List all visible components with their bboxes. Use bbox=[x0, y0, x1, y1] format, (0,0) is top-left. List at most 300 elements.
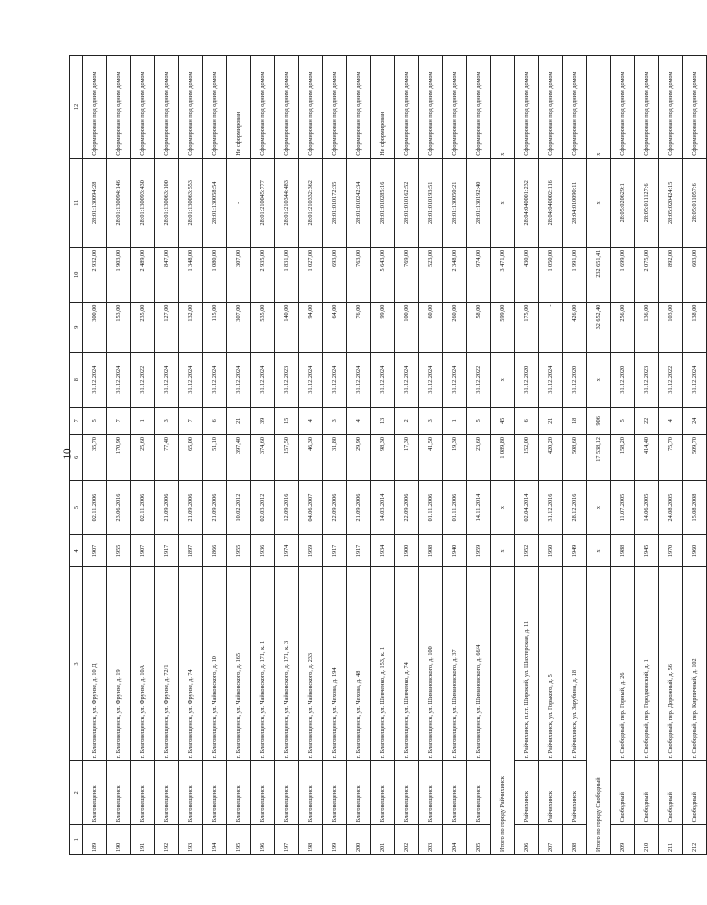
table-cell: x bbox=[587, 352, 611, 407]
table-cell: Сформирован под одним домом bbox=[251, 56, 275, 159]
table-cell: 31.12.2024 bbox=[179, 352, 203, 407]
table-cell: 04.06.2007 bbox=[299, 480, 323, 535]
table-cell: 01.11.2006 bbox=[443, 480, 467, 535]
table-cell: 02.04.2014 bbox=[515, 480, 539, 535]
table-cell: 892,00 bbox=[659, 247, 683, 302]
table-cell: 191 bbox=[131, 825, 155, 855]
table-cell: 21.09.2006 bbox=[155, 480, 179, 535]
table-cell: 2 935,00 bbox=[251, 247, 275, 302]
table-cell: 5 bbox=[611, 407, 635, 434]
table-cell: 374,60 bbox=[251, 435, 275, 481]
table-cell: 603,00 bbox=[683, 247, 707, 302]
table-cell: 208 bbox=[563, 825, 587, 855]
table-cell: Сформирован под одним домом bbox=[683, 56, 707, 159]
table-cell: 31.12.2024 bbox=[83, 352, 107, 407]
table-cell: Благовещенск bbox=[83, 761, 107, 825]
table-cell: 29,90 bbox=[347, 435, 371, 481]
table-cell: 1917 bbox=[347, 535, 371, 567]
table-cell: 1955 bbox=[107, 535, 131, 567]
table-cell: 1950 bbox=[539, 535, 563, 567]
table-cell: г. Свободный, пер. Кирпичный, д. 102 bbox=[683, 567, 707, 761]
table-cell: 28:05:020424:15 bbox=[659, 158, 683, 247]
table-cell: 28:05:011127:6 bbox=[635, 158, 659, 247]
table-cell: 193 bbox=[179, 825, 203, 855]
table-cell: 508,60 bbox=[563, 435, 587, 481]
table-row bbox=[635, 56, 659, 855]
table-cell: 1907 bbox=[131, 535, 155, 567]
table-cell: 138,00 bbox=[683, 302, 707, 352]
table-cell: Райчихинск bbox=[515, 761, 539, 825]
table-cell: 307,00 bbox=[227, 302, 251, 352]
table-cell: 31.12.2024 bbox=[107, 352, 131, 407]
table-row bbox=[659, 56, 683, 855]
table-cell: Сформирован под одним домом bbox=[179, 56, 203, 159]
table-cell: 211 bbox=[659, 825, 683, 855]
table-cell: Благовещенск bbox=[467, 761, 491, 825]
table-cell: 1936 bbox=[251, 535, 275, 567]
table-cell: Благовещенск bbox=[179, 761, 203, 825]
table-row bbox=[227, 56, 251, 855]
table-cell: 35,70 bbox=[83, 435, 107, 481]
table-row bbox=[443, 56, 467, 855]
table-cell: 1949 bbox=[563, 535, 587, 567]
rotated-table-wrapper bbox=[69, 55, 698, 855]
table-cell: 31.12.2024 bbox=[203, 352, 227, 407]
table-cell: г. Благовещенск, ул. Чайковского, д. 233 bbox=[299, 567, 323, 761]
table-cell: 1952 bbox=[515, 535, 539, 567]
table-cell: 199 bbox=[323, 825, 347, 855]
table-cell: 693,00 bbox=[323, 247, 347, 302]
table-cell: 1907 bbox=[83, 535, 107, 567]
table-cell: 31.12.2022 bbox=[467, 352, 491, 407]
table-cell: 1955 bbox=[227, 535, 251, 567]
table-cell: 77,40 bbox=[155, 435, 179, 481]
table-cell: г. Благовещенск, ул. Шевченко, д. 74 bbox=[395, 567, 419, 761]
table-cell: 132,00 bbox=[179, 302, 203, 352]
table-row bbox=[419, 56, 443, 855]
table-cell: г. Благовещенск, ул. Чайковского, д. 10 bbox=[203, 567, 227, 761]
table-cell: 02.03.2012 bbox=[251, 480, 275, 535]
table-cell: 12.09.2016 bbox=[275, 480, 299, 535]
table-cell: 31.12.2024 bbox=[539, 352, 563, 407]
table-cell: 127,00 bbox=[155, 302, 179, 352]
table-cell: Сформирован под одним домом bbox=[635, 56, 659, 159]
table-cell: 22.09.2006 bbox=[395, 480, 419, 535]
table-cell: г. Свободный, пер. Горный, д. 26 bbox=[611, 567, 635, 761]
table-cell: Свободный bbox=[659, 761, 683, 825]
table-cell: 1974 bbox=[275, 535, 299, 567]
table-cell: x bbox=[491, 352, 515, 407]
table-cell: 31.12.2024 bbox=[419, 352, 443, 407]
table-cell: 5 643,00 bbox=[371, 247, 395, 302]
table-cell: 64,00 bbox=[323, 302, 347, 352]
table-row bbox=[203, 56, 227, 855]
table-cell: 28:05:011057:6 bbox=[683, 158, 707, 247]
table-cell: 153,00 bbox=[107, 302, 131, 352]
table-cell: 28:01:130094:146 bbox=[107, 158, 131, 247]
table-cell: 28:01:210344:483 bbox=[275, 158, 299, 247]
table-cell: 28:01:210332:362 bbox=[299, 158, 323, 247]
table-cell: 65,00 bbox=[179, 435, 203, 481]
table-row bbox=[251, 56, 275, 855]
table-cell: 1 903,00 bbox=[107, 247, 131, 302]
table-cell: - bbox=[539, 302, 563, 352]
table-cell: 1 050,00 bbox=[539, 247, 563, 302]
table-cell: 232 651,41 bbox=[587, 247, 611, 302]
table-cell: 1897 bbox=[179, 535, 203, 567]
table-cell: Благовещенск bbox=[299, 761, 323, 825]
table-cell: 523,00 bbox=[419, 247, 443, 302]
table-cell: 45 bbox=[491, 407, 515, 434]
table-cell: Сформирован под одним домом bbox=[563, 56, 587, 159]
table-cell: Сформирован под одним домом bbox=[347, 56, 371, 159]
table-cell: 203 bbox=[419, 825, 443, 855]
table-row bbox=[323, 56, 347, 855]
table-cell: 190 bbox=[107, 825, 131, 855]
table-cell: x bbox=[587, 56, 611, 159]
table-cell: 420,20 bbox=[539, 435, 563, 481]
table-cell: 7 bbox=[107, 407, 131, 434]
column-header: 4 bbox=[70, 535, 83, 567]
table-cell: 10.02.2012 bbox=[227, 480, 251, 535]
table-cell: 31.12.2020 bbox=[515, 352, 539, 407]
table-cell: 5 bbox=[467, 407, 491, 434]
table-cell: Свободный bbox=[635, 761, 659, 825]
table-cell: 1960 bbox=[683, 535, 707, 567]
table-cell: - bbox=[227, 158, 251, 247]
table-cell: г. Благовещенск, ул. Фрунзе, д. 19 bbox=[107, 567, 131, 761]
table-cell: 02.11.2006 bbox=[131, 480, 155, 535]
table-cell: 14.03.2014 bbox=[371, 480, 395, 535]
table-cell: 32 652,40 bbox=[587, 302, 611, 352]
table-cell: 197 bbox=[275, 825, 299, 855]
table-cell: 207 bbox=[539, 825, 563, 855]
table-cell: г. Благовещенск, ул. Чайковского, д. 171, к. 1 bbox=[251, 567, 275, 761]
table-cell: Сформирован под одним домом bbox=[131, 56, 155, 159]
table-cell: Сформирован под одним домом bbox=[395, 56, 419, 159]
table-cell: 2 348,00 bbox=[443, 247, 467, 302]
table-cell: г. Благовещенск, ул. Фрунзе, д. 10А bbox=[131, 567, 155, 761]
table-cell: 170,90 bbox=[107, 435, 131, 481]
table-row bbox=[515, 56, 539, 855]
table-row bbox=[371, 56, 395, 855]
table-cell: 21.09.2006 bbox=[179, 480, 203, 535]
table-cell: 212 bbox=[683, 825, 707, 855]
table-cell: 1 bbox=[443, 407, 467, 434]
table-cell: x bbox=[491, 158, 515, 247]
table-cell: 192 bbox=[155, 825, 179, 855]
table-cell: Свободный bbox=[611, 761, 635, 825]
table-cell: 1988 bbox=[611, 535, 635, 567]
table-cell: 100,00 bbox=[395, 302, 419, 352]
table-cell: 414,40 bbox=[635, 435, 659, 481]
table-cell: 3 471,00 bbox=[491, 247, 515, 302]
table-cell: 21 bbox=[539, 407, 563, 434]
table-cell: 194 bbox=[203, 825, 227, 855]
table-cell: 31,80 bbox=[323, 435, 347, 481]
table-cell: 140,00 bbox=[275, 302, 299, 352]
column-header: 9 bbox=[70, 302, 83, 352]
table-row bbox=[179, 56, 203, 855]
table-cell: 5 bbox=[83, 407, 107, 434]
header-row bbox=[70, 56, 83, 855]
table-cell: 28:01:130093:430 bbox=[131, 158, 155, 247]
table-cell: 2 075,00 bbox=[635, 247, 659, 302]
table-cell: 28.12.2016 bbox=[563, 480, 587, 535]
table-cell: 99,00 bbox=[371, 302, 395, 352]
table-cell: 769,00 bbox=[395, 247, 419, 302]
table-cell: 3 bbox=[155, 407, 179, 434]
column-header: 3 bbox=[70, 567, 83, 761]
table-cell: г. Благовещенск, ул. Чайковского, д. 171, к. 3 bbox=[275, 567, 299, 761]
table-cell: 31.12.2024 bbox=[323, 352, 347, 407]
table-cell: 31.12.2024 bbox=[227, 352, 251, 407]
table-cell: Не сформирован bbox=[227, 56, 251, 159]
table-cell: Благовещенск bbox=[347, 761, 371, 825]
table-cell: Благовещенск bbox=[419, 761, 443, 825]
table-cell: Сформирован под одним домом bbox=[155, 56, 179, 159]
table-cell: Сформирован под одним домом bbox=[419, 56, 443, 159]
table-row bbox=[155, 56, 179, 855]
table-cell: 21 bbox=[227, 407, 251, 434]
table-cell: 1 991,00 bbox=[563, 247, 587, 302]
table-cell: 23.06.2016 bbox=[107, 480, 131, 535]
table-cell: 196 bbox=[251, 825, 275, 855]
table-cell: 535,00 bbox=[251, 302, 275, 352]
table-cell: г. Райчихинск, ул. Зарубина, д. 18 bbox=[563, 567, 587, 761]
table-cell: 1945 bbox=[635, 535, 659, 567]
table-cell: 3 bbox=[419, 407, 443, 434]
table-cell: 28:01:010162:52 bbox=[395, 158, 419, 247]
table-cell: 847,00 bbox=[155, 247, 179, 302]
table-cell: 28:01:010285:16 bbox=[371, 158, 395, 247]
table-cell: 13 bbox=[371, 407, 395, 434]
total-label: Итого по городу Свободный bbox=[587, 567, 611, 855]
table-row bbox=[83, 56, 107, 855]
table-cell: 307,00 bbox=[227, 247, 251, 302]
table-cell: Сформирован под одним домом bbox=[515, 56, 539, 159]
table-cell: 763,00 bbox=[347, 247, 371, 302]
table-cell: 209 bbox=[611, 825, 635, 855]
table-row bbox=[299, 56, 323, 855]
table-cell: г. Райчихинск, п.г.т. Широкий, ул. Шахтерская, д. 11 bbox=[515, 567, 539, 761]
table-cell: Сформирован под одним домом bbox=[107, 56, 131, 159]
table-cell: Райчихинск bbox=[563, 761, 587, 825]
table-cell: 300,00 bbox=[83, 302, 107, 352]
table-cell: 599,00 bbox=[491, 302, 515, 352]
table-cell: 17,30 bbox=[395, 435, 419, 481]
table-cell: 1866 bbox=[203, 535, 227, 567]
table-cell: 28:05:020629:1 bbox=[611, 158, 635, 247]
table-cell: Благовещенск bbox=[131, 761, 155, 825]
table-cell: Сформирован под одним домом bbox=[467, 56, 491, 159]
table-cell: 22.09.2006 bbox=[323, 480, 347, 535]
table-cell: 31.12.2023 bbox=[275, 352, 299, 407]
table-cell: г. Благовещенск, ул. Чехова, д. 194 bbox=[323, 567, 347, 761]
table-cell: 28:01:130050:21 bbox=[443, 158, 467, 247]
table-cell: 28:01:130094:28 bbox=[83, 158, 107, 247]
table-cell: 175,00 bbox=[515, 302, 539, 352]
table-cell: 46,30 bbox=[299, 435, 323, 481]
table-cell: Благовещенск bbox=[227, 761, 251, 825]
table-cell: 115,00 bbox=[203, 302, 227, 352]
table-cell: г. Благовещенск, ул. Шевченко, д. 153, к. 1 bbox=[371, 567, 395, 761]
column-header: 12 bbox=[70, 56, 83, 159]
table-cell: г. Благовещенск, ул. Шимановского, д. 37 bbox=[443, 567, 467, 761]
table-cell: 21.09.2006 bbox=[347, 480, 371, 535]
table-cell: 24 bbox=[683, 407, 707, 434]
table-cell: 31.12.2024 bbox=[299, 352, 323, 407]
table-cell: 31.12.2020 bbox=[611, 352, 635, 407]
table-cell: Благовещенск bbox=[443, 761, 467, 825]
table-cell: г. Благовещенск, ул. Шимановского, д. 100 bbox=[419, 567, 443, 761]
table-cell: 31.12.2024 bbox=[155, 352, 179, 407]
table-cell: 1959 bbox=[299, 535, 323, 567]
table-cell: 201 bbox=[371, 825, 395, 855]
table-cell: Благовещенск bbox=[107, 761, 131, 825]
table-cell: 2 489,00 bbox=[131, 247, 155, 302]
table-cell: 23,60 bbox=[467, 435, 491, 481]
table-cell: г. Свободный, пер. Городковский, д. 1 bbox=[635, 567, 659, 761]
table-cell: 41,50 bbox=[419, 435, 443, 481]
table-cell: 02.11.2006 bbox=[83, 480, 107, 535]
table-cell: 1 bbox=[131, 407, 155, 434]
table-cell: 39 bbox=[251, 407, 275, 434]
table-cell: 94,00 bbox=[299, 302, 323, 352]
table-cell: 430,00 bbox=[515, 247, 539, 302]
table-cell: 3 bbox=[323, 407, 347, 434]
table-cell: 202 bbox=[395, 825, 419, 855]
table-row bbox=[611, 56, 635, 855]
table-cell: Сформирован под одним домом bbox=[659, 56, 683, 159]
column-header: 10 bbox=[70, 247, 83, 302]
table-cell: 28:04:010090:11 bbox=[563, 158, 587, 247]
total-row bbox=[491, 56, 515, 855]
table-cell: 1908 bbox=[419, 535, 443, 567]
table-cell: 28:01:210045:777 bbox=[251, 158, 275, 247]
table-cell: Сформирован под одним домом bbox=[539, 56, 563, 159]
table-cell: x bbox=[587, 480, 611, 535]
table-cell: 28:01:010242:34 bbox=[347, 158, 371, 247]
table-cell: 1 831,00 bbox=[275, 247, 299, 302]
column-header: 6 bbox=[70, 435, 83, 481]
table-cell: 4 bbox=[347, 407, 371, 434]
table-cell: Благовещенск bbox=[275, 761, 299, 825]
table-cell: 2 932,00 bbox=[83, 247, 107, 302]
table-cell: г. Свободный, пер. Дорожный, д. 56 bbox=[659, 567, 683, 761]
table-cell: 31.12.2024 bbox=[251, 352, 275, 407]
table-cell: 157,50 bbox=[275, 435, 299, 481]
table-cell: 136,00 bbox=[635, 302, 659, 352]
table-cell: 28:01:130058:54 bbox=[203, 158, 227, 247]
table-cell: 1970 bbox=[659, 535, 683, 567]
table-cell: 24.08.2005 bbox=[659, 480, 683, 535]
table-row bbox=[347, 56, 371, 855]
table-cell: 31.12.2024 bbox=[371, 352, 395, 407]
table-cell: 189 bbox=[83, 825, 107, 855]
column-header: 7 bbox=[70, 407, 83, 434]
table-cell: 31.12.2023 bbox=[635, 352, 659, 407]
table-cell: 51,10 bbox=[203, 435, 227, 481]
table-cell: 205 bbox=[467, 825, 491, 855]
table-cell: 31.12.2020 bbox=[563, 352, 587, 407]
table-cell: x bbox=[491, 56, 515, 159]
table-cell: Сформирован под одним домом bbox=[611, 56, 635, 159]
column-header: 1 bbox=[70, 825, 83, 855]
table-cell: 256,00 bbox=[611, 302, 635, 352]
table-cell: 98,30 bbox=[371, 435, 395, 481]
table-cell: 58,00 bbox=[467, 302, 491, 352]
table-cell: 75,70 bbox=[659, 435, 683, 481]
table-cell: Не сформирован bbox=[371, 56, 395, 159]
page-number: 10 bbox=[61, 448, 74, 460]
table-cell: 152,00 bbox=[515, 435, 539, 481]
table-cell: Благовещенск bbox=[203, 761, 227, 825]
table-cell: 426,00 bbox=[563, 302, 587, 352]
table-cell: Благовещенск bbox=[323, 761, 347, 825]
table-cell: г. Благовещенск, ул. Шимановского, д. 66/4 bbox=[467, 567, 491, 761]
table-cell: 22 bbox=[635, 407, 659, 434]
table-cell: 1 027,00 bbox=[299, 247, 323, 302]
table-cell: 1 080,00 bbox=[203, 247, 227, 302]
table-cell: г. Благовещенск, ул. Фрунзе, д. 10 Д bbox=[83, 567, 107, 761]
column-header: 8 bbox=[70, 352, 83, 407]
column-header: 2 bbox=[70, 761, 83, 825]
table-cell: 21.09.2006 bbox=[203, 480, 227, 535]
table-cell: 906 bbox=[587, 407, 611, 434]
table-cell: 397,40 bbox=[227, 435, 251, 481]
table-row bbox=[275, 56, 299, 855]
table-cell: 158,20 bbox=[611, 435, 635, 481]
table-cell: г. Благовещенск, ул. Чехова, д. 48 bbox=[347, 567, 371, 761]
table-cell: 31.12.2016 bbox=[539, 480, 563, 535]
table-cell: 1917 bbox=[323, 535, 347, 567]
table-cell: 01.11.2006 bbox=[419, 480, 443, 535]
table-cell: Сформирован под одним домом bbox=[443, 56, 467, 159]
table-cell: Сформирован под одним домом bbox=[323, 56, 347, 159]
table-cell: 15.08.2008 bbox=[683, 480, 707, 535]
table-cell: 31.12.2022 bbox=[131, 352, 155, 407]
table-row bbox=[107, 56, 131, 855]
table-cell: 4 bbox=[659, 407, 683, 434]
table-cell: 2 bbox=[395, 407, 419, 434]
table-cell: 28:01:010193:51 bbox=[419, 158, 443, 247]
table-cell: Благовещенск bbox=[155, 761, 179, 825]
table-cell: г. Благовещенск, ул. Чайковского, д. 165 bbox=[227, 567, 251, 761]
table-cell: 60,00 bbox=[419, 302, 443, 352]
table-cell: 1959 bbox=[467, 535, 491, 567]
table-cell: 19,30 bbox=[443, 435, 467, 481]
table-cell: 6 bbox=[203, 407, 227, 434]
table-cell: 1934 bbox=[371, 535, 395, 567]
table-row bbox=[683, 56, 707, 855]
table-cell: x bbox=[587, 158, 611, 247]
table-row bbox=[563, 56, 587, 855]
table-cell: 1917 bbox=[155, 535, 179, 567]
table-cell: Сформирован под одним домом bbox=[83, 56, 107, 159]
total-label: Итого по городу Райчихинск bbox=[491, 567, 515, 855]
table-row bbox=[131, 56, 155, 855]
table-cell: 14.06.2005 bbox=[635, 480, 659, 535]
table-cell: 25,60 bbox=[131, 435, 155, 481]
table-cell: 260,00 bbox=[443, 302, 467, 352]
table-cell: 200 bbox=[347, 825, 371, 855]
table-cell: 28:01:130063:553 bbox=[179, 158, 203, 247]
table-cell: 11.07.2005 bbox=[611, 480, 635, 535]
table-cell: Благовещенск bbox=[395, 761, 419, 825]
table-cell: 18 bbox=[563, 407, 587, 434]
table-cell: Сформирован под одним домом bbox=[203, 56, 227, 159]
